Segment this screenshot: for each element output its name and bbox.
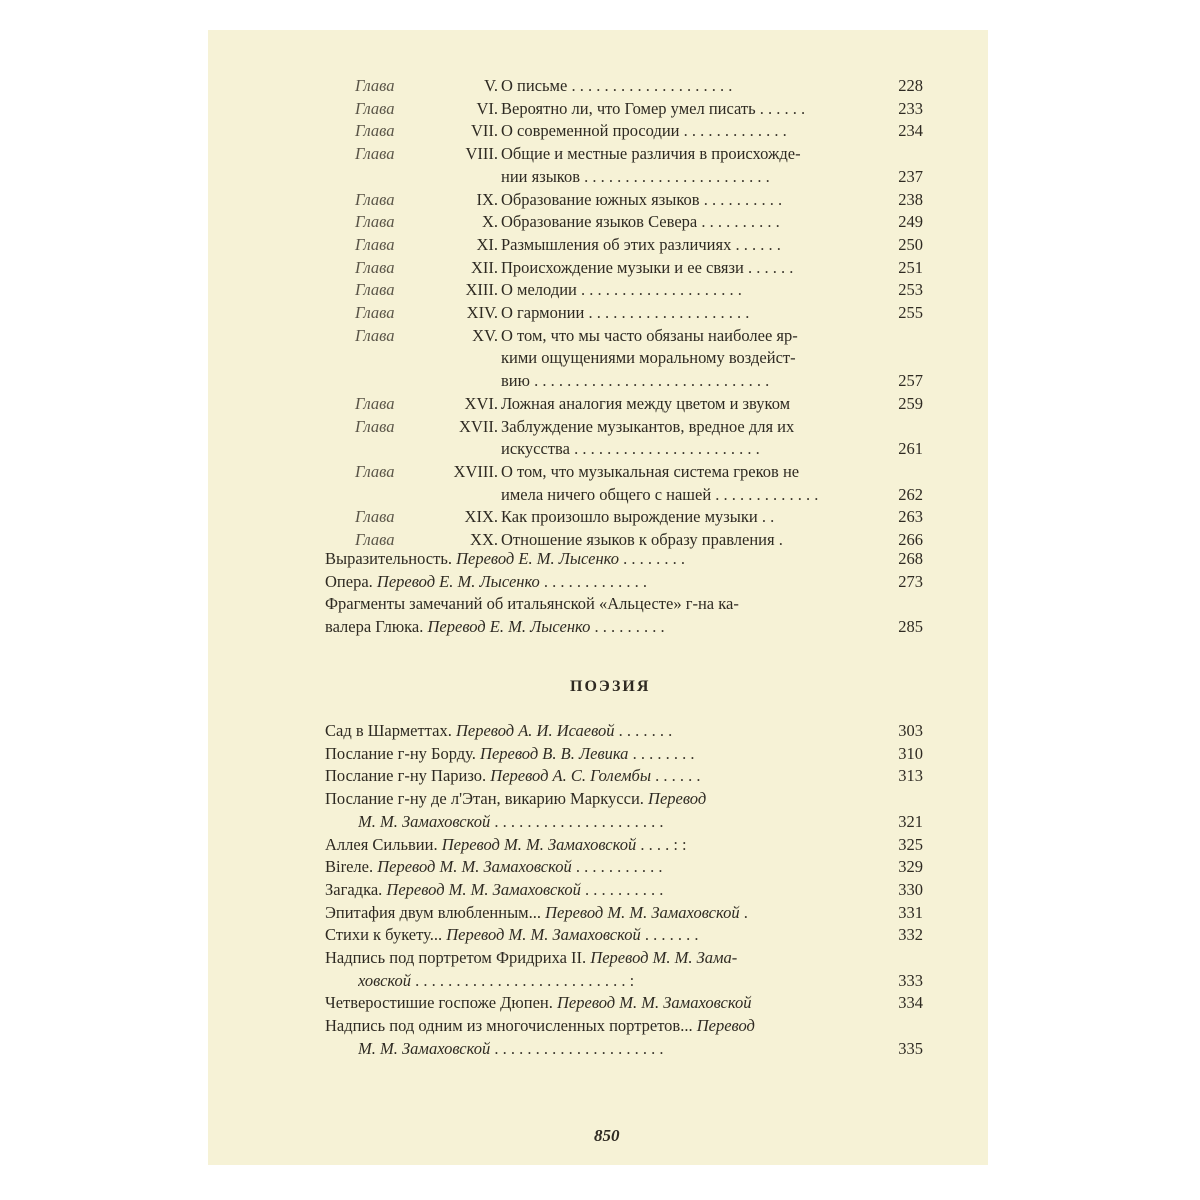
toc-poem-row: [325, 924, 923, 947]
entry-title: Сад в Шарметтах.: [325, 721, 452, 740]
chapter-title: [501, 211, 865, 234]
toc-continuation-row: [325, 347, 923, 370]
page-ref: 259: [898, 393, 923, 413]
page-ref: 249: [898, 212, 923, 232]
toc-continuation-row: [325, 166, 923, 189]
translator-credit: Перевод Е. М. Лысенко: [427, 617, 591, 637]
toc-chapter-row: [325, 120, 923, 143]
toc-poem-row: [325, 879, 923, 902]
chapter-title-text: Образование языков Севера: [501, 212, 698, 232]
chapter-title-continued: [501, 370, 865, 393]
toc-essay-row: [325, 548, 923, 571]
page-ref: 238: [898, 189, 923, 209]
chapter-title-text: Заблуждение музыкантов, вредное для их: [501, 416, 795, 436]
toc-poem-row: [325, 765, 923, 788]
chapter-number: VIII.: [465, 144, 498, 164]
chapter-number: XIX.: [464, 507, 498, 527]
translator-credit: ховской: [358, 970, 412, 990]
toc-poem-row: [325, 902, 923, 925]
chapter-number: XVII.: [459, 416, 498, 436]
leader-dots: . . . . . .: [743, 257, 794, 277]
toc-poem-row-text: [325, 720, 865, 743]
toc-chapter-row: [325, 234, 923, 257]
page-ref: 285: [898, 617, 923, 637]
chapter-title-text: имела ничего общего с нашей: [501, 484, 712, 504]
translator-credit: Перевод М. М. Замаховской: [386, 879, 581, 899]
page-ref: 321: [898, 811, 923, 831]
entry-title: валера Глюка.: [325, 617, 424, 637]
toc-poem-row-text: [325, 856, 865, 879]
entry-title: Выразительность.: [325, 549, 452, 568]
leader-dots: .: [739, 902, 748, 922]
chapter-title: [501, 143, 865, 166]
chapter-label: Глава: [355, 189, 395, 209]
leader-dots: . . . . . . . . . . . . .: [711, 484, 819, 504]
entry-title: Стихи к букету...: [325, 925, 443, 945]
entry-title: Послание г-ну Паризо.: [325, 766, 487, 786]
translator-credit: Перевод М. М. Замаховской: [446, 925, 641, 945]
toc-continuation-row: [325, 1038, 923, 1061]
chapter-title-text: Отношение языков к образу правления: [501, 530, 775, 549]
leader-dots: . . . . . . . . .: [590, 617, 665, 637]
toc-chapter-row: [325, 325, 923, 348]
toc-chapter-row: [325, 257, 923, 280]
entry-title: Послание г-ну Борду.: [325, 743, 476, 763]
toc-poem-row: [325, 788, 923, 811]
chapter-title-continued: [501, 166, 865, 189]
page-ref: 333: [898, 970, 923, 990]
toc-continuation-row: [325, 970, 923, 993]
translator-credit: Перевод М. М. Замаховской: [441, 834, 637, 854]
chapter-label: Глава: [355, 325, 395, 345]
entry-title: Четверостишие госпоже Дюпен.: [325, 993, 553, 1013]
page-ref: 228: [898, 76, 923, 95]
page-ref: 332: [898, 925, 923, 945]
toc-chapter-row: [325, 189, 923, 212]
page-ref: 255: [898, 303, 923, 322]
chapter-title-text: Происхождение музыки и ее связи: [501, 257, 744, 277]
translator-credit: Перевод Е. М. Лысенко: [456, 549, 619, 568]
toc-essay-row: [325, 593, 923, 616]
entry-title: Аллея Сильвии.: [325, 834, 438, 854]
toc-poem-row: [325, 720, 923, 743]
toc-poem-row-text: [325, 924, 865, 947]
page-ref: 273: [898, 571, 923, 591]
toc-poem-row: [325, 992, 923, 1015]
leader-dots: . . . . . . . . . . . . . . . . . . . . . . .: [580, 166, 770, 186]
toc-poem-row: [325, 1015, 923, 1038]
page-ref: 331: [898, 902, 923, 922]
chapter-title-text: Размышления об этих различиях: [501, 234, 732, 254]
chapter-title: [501, 461, 865, 484]
chapter-label: Глава: [355, 76, 395, 95]
toc-poem-row-text: [325, 1015, 923, 1038]
chapter-number: XV.: [472, 325, 498, 345]
page-ref: 335: [898, 1038, 923, 1058]
entry-title: Опера.: [325, 571, 373, 591]
toc-poem-row-text: [325, 834, 865, 857]
page-ref: 266: [898, 530, 923, 549]
toc-chapter-row: [325, 98, 923, 121]
chapter-title: [501, 416, 865, 439]
chapter-label: Глава: [355, 212, 395, 232]
chapter-title-text: О мелодии: [501, 280, 577, 300]
translator-credit: Перевод А. И. Исаевой: [455, 721, 615, 740]
chapter-title: [501, 257, 865, 280]
chapter-title-text: О том, что мы часто обязаны наиболее яр-: [501, 325, 798, 345]
toc-continuation-row: [325, 484, 923, 507]
toc-chapter-row: [325, 75, 923, 98]
entry-title: Послание г-ну де л'Этан, викарию Маркусси.: [325, 789, 644, 809]
toc-essay-row-text: [325, 548, 865, 571]
page-ref: 263: [898, 507, 923, 527]
page-ref: 261: [898, 439, 923, 459]
page-ref: 268: [898, 549, 923, 568]
translator-credit: Перевод Е. М. Лысенко: [376, 571, 540, 591]
chapter-number: XII.: [470, 257, 498, 277]
chapter-label: Глава: [355, 393, 395, 413]
chapter-title-continued: [501, 484, 865, 507]
chapter-label: Глава: [355, 98, 395, 118]
chapter-number: XX.: [470, 530, 498, 549]
leader-dots: . . . . . . . . . .: [699, 189, 783, 209]
toc-poem-row: [325, 743, 923, 766]
chapter-title: [501, 234, 865, 257]
leader-dots: . . . . . . . . . . .: [571, 857, 663, 877]
entry-continued: [325, 616, 865, 639]
page-ref: 325: [898, 834, 923, 854]
chapter-title: [501, 120, 865, 143]
chapter-title-text: вию: [501, 371, 530, 391]
chapter-label: Глава: [355, 257, 395, 277]
leader-dots: . . . . . . . . . .: [697, 212, 780, 232]
toc-poem-row-text: [325, 902, 865, 925]
page-ref: 250: [898, 234, 923, 254]
toc-chapter-row: [325, 302, 923, 325]
page-ref: 237: [898, 166, 923, 186]
page-ref: 313: [898, 766, 923, 786]
toc-continuation-row: [325, 438, 923, 461]
translator-credit: Перевод: [648, 789, 707, 809]
leader-dots: . . . . . .: [651, 766, 701, 786]
toc-essay-row-text: [325, 593, 923, 616]
leader-dots: . . . . . . . . . . . . .: [679, 121, 787, 141]
chapter-label: Глава: [355, 507, 395, 527]
page-ref: 253: [898, 280, 923, 300]
page-ref: 251: [898, 257, 923, 277]
translator-credit: Перевод М. М. Замаховской: [377, 857, 572, 877]
chapter-title: [501, 279, 865, 302]
leader-dots: . . . . . .: [731, 234, 781, 254]
toc-poem-row: [325, 947, 923, 970]
chapter-label: Глава: [355, 303, 395, 322]
leader-dots: . . . . . . . .: [628, 743, 695, 763]
chapter-label: Глава: [355, 416, 395, 436]
chapter-title-text: кими ощущениями моральному воздейст-: [501, 348, 796, 368]
page-ref: 233: [898, 98, 923, 118]
toc-poem-row-text: [325, 879, 865, 902]
toc-poem-row: [325, 834, 923, 857]
chapter-label: Глава: [355, 144, 395, 164]
chapter-title-text: Как произошло вырождение музыки: [501, 507, 758, 527]
leader-dots: . . . . . . . . . . . . . . . . . . . . .: [490, 811, 664, 831]
chapter-title-text: Вероятно ли, что Гомер умел писать: [501, 98, 756, 118]
page-ref: 303: [898, 721, 923, 740]
chapter-label: Глава: [355, 461, 395, 481]
toc-poem-row-text: [325, 947, 923, 970]
chapter-title-continued: [501, 438, 865, 461]
chapter-number: XVIII.: [453, 461, 498, 481]
translator-credit: М. М. Замаховской: [358, 811, 491, 831]
entry-title: Эпитафия двум влюбленным...: [325, 902, 541, 922]
chapter-label: Глава: [355, 530, 395, 549]
translator-credit: Перевод М. М. Замаховской: [557, 993, 752, 1013]
toc-essay-row: [325, 571, 923, 594]
leader-dots: . .: [757, 507, 775, 527]
entry-title: Надпись под одним из многочисленных портретов...: [325, 1016, 693, 1036]
page-ref: 257: [898, 371, 923, 391]
chapter-label: Глава: [355, 280, 395, 300]
chapter-title-text: Ложная аналогия между цветом и звуком: [501, 393, 791, 413]
chapter-title-text: нии языков: [501, 166, 581, 186]
chapter-title-text: О гармонии: [501, 303, 585, 322]
leader-dots: . . . . . . .: [640, 925, 699, 945]
toc-poem-row-text: [325, 788, 923, 811]
chapter-number: VII.: [470, 121, 498, 141]
leader-dots: . . . . . . . . . . . . . . . . . . . . . . .: [569, 439, 760, 459]
chapter-number: XIV.: [466, 303, 498, 322]
toc-continuation-row: [325, 616, 923, 639]
toc-continuation-row: [325, 811, 923, 834]
leader-dots: . . . . . . .: [614, 721, 673, 740]
entry-title: Фрагменты замечаний об итальянской «Альцесте» г-на ка-: [325, 594, 739, 614]
chapter-number: XVI.: [464, 393, 498, 413]
entry-continued: [358, 1038, 865, 1061]
chapter-number: XI.: [476, 234, 498, 254]
leader-dots: . . . . . . . . . . . . . . . . . . . . . . . . . . :: [411, 970, 635, 990]
entry-continued: [358, 811, 865, 834]
toc-continuation-row: [325, 370, 923, 393]
leader-dots: . . . . . . . . . . . . .: [539, 571, 648, 591]
leader-dots: .: [774, 530, 783, 549]
chapter-title: [501, 393, 865, 416]
toc-chapter-row: [325, 461, 923, 484]
translator-credit: М. М. Замаховской: [358, 1038, 491, 1058]
toc-poem-row: [325, 856, 923, 879]
leader-dots: . . . . . . . . . .: [580, 879, 664, 899]
toc-chapter-row: [325, 143, 923, 166]
chapter-title-text: О письме: [501, 76, 568, 95]
chapter-number: X.: [481, 212, 498, 232]
chapter-title: [501, 302, 865, 325]
section-heading-poetry: ПОЭЗИЯ: [570, 678, 651, 695]
leader-dots: . . . . . . . . . . . . . . . . . . . .: [576, 280, 742, 300]
page-ref: 334: [898, 993, 923, 1013]
leader-dots: . . . . . . . . . . . . . . . . . . . .: [567, 76, 733, 95]
page-ref: 329: [898, 857, 923, 877]
toc-chapter-row: [325, 416, 923, 439]
toc-chapter-row: [325, 393, 923, 416]
toc-poem-row-text: [325, 743, 865, 766]
translator-credit: Перевод М. М. Зама-: [590, 948, 738, 967]
entry-continued: [358, 970, 865, 993]
leader-dots: . . . . . . . .: [619, 549, 685, 568]
page-ref: 310: [898, 743, 923, 763]
chapter-title: [501, 189, 865, 212]
entry-title: Вireле.: [325, 857, 374, 877]
chapter-title-text: Общие и местные различия в происхожде-: [501, 144, 801, 164]
toc-chapter-row: [325, 211, 923, 234]
translator-credit: Перевод А. С. Голембы: [490, 766, 652, 786]
leader-dots: . . . . . . . . . . . . . . . . . . . . .: [490, 1038, 664, 1058]
leader-dots: . . . . . . . . . . . . . . . . . . . .: [584, 303, 750, 322]
chapter-title: [501, 325, 865, 348]
chapter-title-text: искусства: [501, 439, 570, 459]
page-number: 850: [594, 1126, 620, 1145]
page-ref: 234: [898, 121, 923, 141]
chapter-title-text: О современной просодии: [501, 121, 680, 141]
translator-credit: Перевод В. В. Левика: [480, 743, 629, 763]
toc-essay-row-text: [325, 571, 865, 594]
chapter-number: XIII.: [465, 280, 498, 300]
chapter-title: [501, 506, 865, 529]
leader-dots: . . . . . .: [755, 98, 806, 118]
translator-credit: Перевод М. М. Замаховской: [545, 902, 740, 922]
entry-title: Загадка.: [325, 879, 383, 899]
chapter-title-text: О том, что музыкальная система греков не: [501, 461, 800, 481]
chapter-number: IX.: [476, 189, 498, 209]
leader-dots: . . . . . . . . . . . . . . . . . . . . . . . . . . . . .: [529, 371, 770, 391]
toc-poem-row-text: [325, 765, 865, 788]
chapter-number: VI.: [476, 98, 498, 118]
page-ref: 262: [898, 484, 923, 504]
chapter-label: Глава: [355, 121, 395, 141]
page-ref: 330: [898, 879, 923, 899]
leader-dots: . . . . : :: [636, 834, 687, 854]
chapter-title: [501, 75, 865, 98]
toc-chapter-row: [325, 279, 923, 302]
chapter-title-continued: [501, 347, 865, 370]
translator-credit: Перевод: [696, 1016, 755, 1036]
entry-title: Надпись под портретом Фридриха II.: [325, 948, 587, 967]
toc-poem-row-text: [325, 992, 865, 1015]
toc-chapter-row: [325, 506, 923, 529]
chapter-label: Глава: [355, 234, 395, 254]
chapter-number: V.: [484, 76, 498, 95]
chapter-title: [501, 98, 865, 121]
chapter-title-text: Образование южных языков: [501, 189, 700, 209]
